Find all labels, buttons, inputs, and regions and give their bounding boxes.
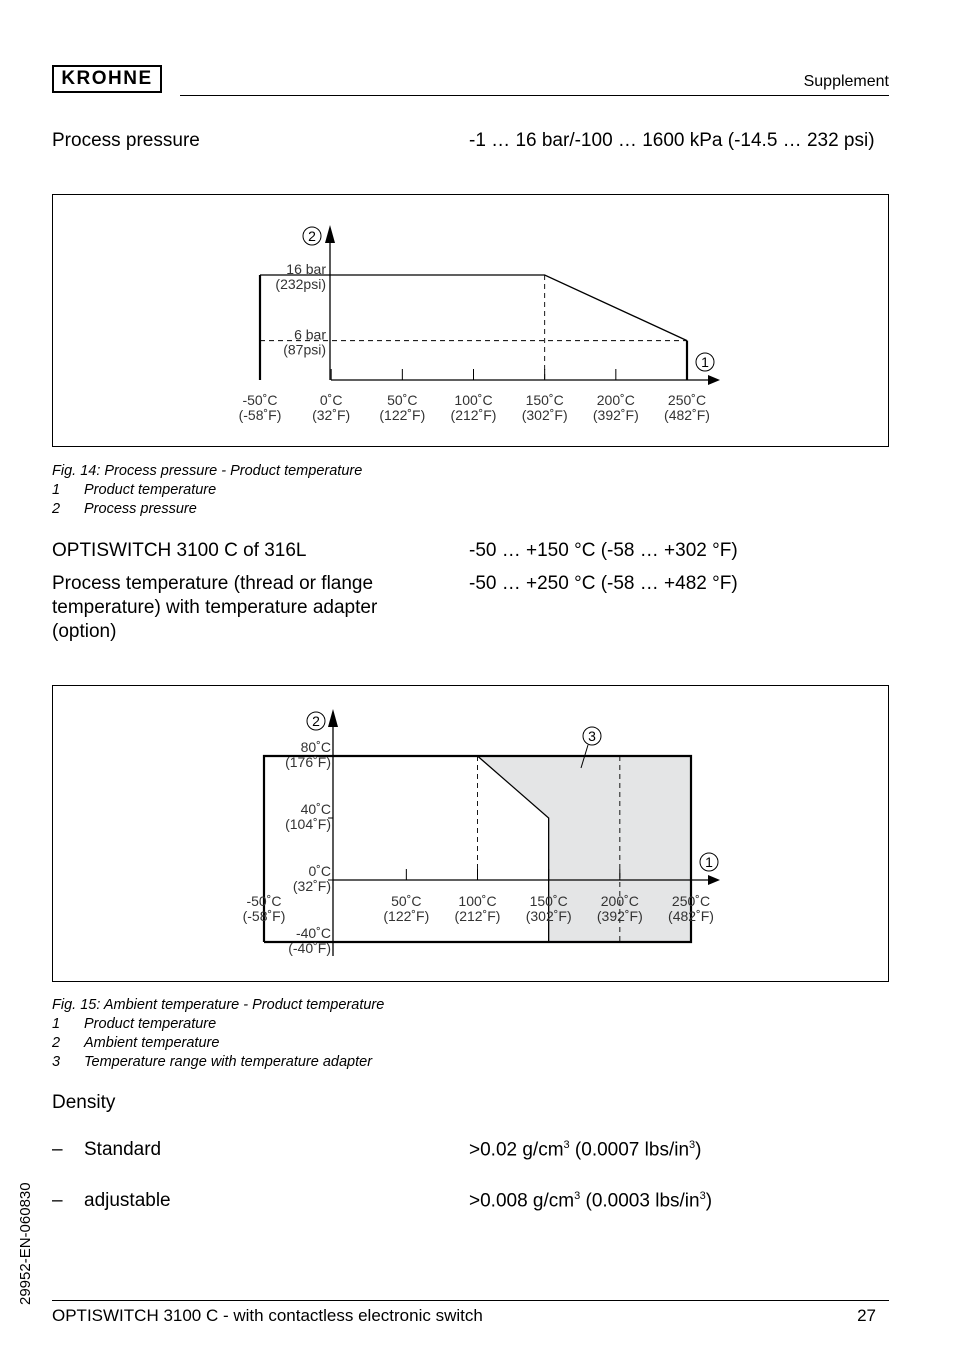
legend-num: 3 (52, 1054, 61, 1070)
fig15-marker-1-text: 1 (705, 854, 713, 870)
fig15-y-tick-label: -40˚C (295, 925, 331, 941)
fig14-chart (53, 195, 888, 446)
legend-text: Temperature range with temperature adapter (84, 1054, 373, 1070)
fig15-y-tick-label: 80˚C (300, 739, 331, 755)
fig15-x-tick-label: (122˚F) (383, 908, 430, 924)
density-adjustable-value (469, 1190, 712, 1212)
fig14-x-tick-label: 100˚C (454, 392, 493, 408)
density-adjustable-label: adjustable (84, 1190, 171, 1211)
fig14-y-ticks (275, 261, 326, 358)
fig15-x-tick-label: 150˚C (529, 893, 568, 909)
fig14-marker-1-text: 1 (701, 354, 709, 370)
fig14-x-arrow (708, 375, 720, 385)
footer-title: OPTISWITCH 3100 C - with contactless electronic switch (52, 1306, 483, 1325)
fig15-y-tick-label: (-40˚F) (288, 940, 331, 956)
fig15-x-tick-label: (482˚F) (668, 908, 714, 924)
fig15-marker-3-text: 3 (588, 728, 596, 744)
fig15-y-tick-label: 0˚C (308, 863, 331, 879)
fig14-y-tick-label: 16 bar (286, 261, 326, 277)
fig14-x-tick-label: (392˚F) (592, 407, 639, 423)
fig15-y-arrow (328, 709, 338, 727)
fig14-x-tick-label: (212˚F) (450, 407, 497, 423)
fig14-caption-block (52, 462, 362, 519)
header-rule (180, 95, 889, 96)
value-part: (0.0007 lbs/in (569, 1139, 690, 1161)
fig14-x-tick-label: -50˚C (242, 392, 278, 408)
fig15-frame (52, 685, 889, 982)
legend-text: Ambient temperature (84, 1035, 220, 1051)
fig15-y-tick-label: 40˚C (300, 801, 331, 817)
fig14-x-tick-label: (302˚F) (521, 407, 568, 423)
standard-dash: – (52, 1139, 63, 1160)
fig14-x-tick-label: 250˚C (667, 392, 707, 408)
temp-row1-value: -50 … +150 °C (-58 … +302 °F) (469, 540, 738, 561)
fig14-y-tick-label: (232psi) (275, 276, 326, 292)
superscript: 3 (563, 1139, 570, 1151)
fig14-y-arrow (325, 225, 335, 243)
process-pressure-label: Process pressure (52, 130, 200, 151)
fig15-x-tick-label: -50˚C (246, 893, 282, 909)
fig15-x-tick-label: (392˚F) (596, 908, 643, 924)
superscript: 3 (699, 1190, 706, 1202)
adjustable-dash: – (52, 1190, 63, 1211)
fig15-x-tick-label: (212˚F) (454, 908, 501, 924)
value-part: >0.02 g/cm (469, 1139, 564, 1161)
value-part: >0.008 g/cm (469, 1190, 575, 1212)
legend-num: 2 (52, 1035, 61, 1051)
fig14-marker-2-text: 2 (308, 228, 316, 244)
fig15-x-tick-label: 100˚C (458, 893, 497, 909)
legend-text: Product temperature (84, 1016, 217, 1032)
fig15-legend-item (52, 1015, 384, 1034)
fig14-x-tick-label: (122˚F) (379, 407, 426, 423)
density-title: Density (52, 1092, 116, 1113)
temp-row1-label: OPTISWITCH 3100 C of 316L (52, 540, 307, 561)
fig15-caption-block (52, 996, 384, 1072)
fig15-x-tick-label: (302˚F) (525, 908, 572, 924)
fig15-y-tick-label: (104˚F) (285, 816, 331, 832)
legend-num: 1 (52, 482, 61, 498)
legend-text: Product temperature (84, 482, 217, 498)
fig14-legend-item (52, 500, 362, 519)
legend-num: 1 (52, 1016, 61, 1032)
fig15-caption: Fig. 15: Ambient temperature - Product temperature (52, 997, 385, 1013)
fig15-legend-item (52, 1034, 384, 1053)
fig15-x-tick-label: 50˚C (391, 893, 422, 909)
temp-row2-label (52, 572, 377, 644)
fig14-x-tick-label: 150˚C (525, 392, 564, 408)
superscript: 3 (689, 1139, 696, 1151)
process-pressure-value: -1 … 16 bar/-100 … 1600 kPa (-14.5 … 232 psi) (469, 130, 875, 151)
fig15-legend-item (52, 1053, 384, 1072)
legend-num: 2 (52, 501, 61, 517)
fig15-x-tick-label: (-58˚F) (242, 908, 286, 924)
fig14-y-tick-label: (87psi) (283, 341, 326, 358)
fig15-marker-2-text: 2 (312, 713, 320, 729)
fig14-x-tick-label: 200˚C (596, 392, 635, 408)
fig15-x-arrow (708, 875, 720, 885)
legend-text: Process pressure (84, 501, 197, 517)
value-part: (0.0003 lbs/in (580, 1190, 700, 1212)
fig14-x-tick-label: (-58˚F) (238, 407, 282, 423)
fig15-x-tick-label: 200˚C (600, 893, 639, 909)
density-standard-label: Standard (84, 1139, 162, 1160)
krohne-logo: KROHNE (52, 65, 162, 93)
fig15-chart (53, 686, 888, 981)
value-part: ) (705, 1190, 713, 1212)
document-code: 29952-EN-060830 (17, 1182, 34, 1305)
fig15-x-tick-label: 250˚C (671, 893, 711, 909)
temp-row2-label-line: temperature) with temperature adapter (52, 597, 378, 618)
temp-row2-label-line: (option) (52, 621, 117, 642)
fig14-frame (52, 194, 889, 447)
footer-rule (52, 1300, 889, 1301)
fig14-x-ticks (239, 369, 710, 423)
superscript: 3 (574, 1190, 581, 1202)
fig15-y-tick-label: (32˚F) (292, 878, 331, 894)
value-part: ) (695, 1139, 702, 1161)
fig15-y-ticks (285, 739, 333, 956)
section-header: Supplement (803, 73, 889, 90)
fig14-legend-item (52, 481, 362, 500)
temp-row2-value: -50 … +250 °C (-58 … +482 °F) (469, 573, 738, 594)
fig14-x-tick-label: 0˚C (319, 392, 343, 408)
fig14-x-tick-label: 50˚C (387, 392, 418, 408)
fig14-x-tick-label: (482˚F) (664, 407, 710, 423)
density-standard-value (469, 1139, 701, 1161)
fig14-caption: Fig. 14: Process pressure - Product temperature (52, 463, 363, 479)
fig15-y-tick-label: (176˚F) (285, 754, 331, 770)
temp-row2-label-line: Process temperature (thread or flange (52, 573, 374, 594)
page-number: 27 (857, 1306, 876, 1325)
fig14-y-tick-label: 6 bar (294, 326, 326, 343)
fig14-x-tick-label: (32˚F) (312, 407, 351, 423)
